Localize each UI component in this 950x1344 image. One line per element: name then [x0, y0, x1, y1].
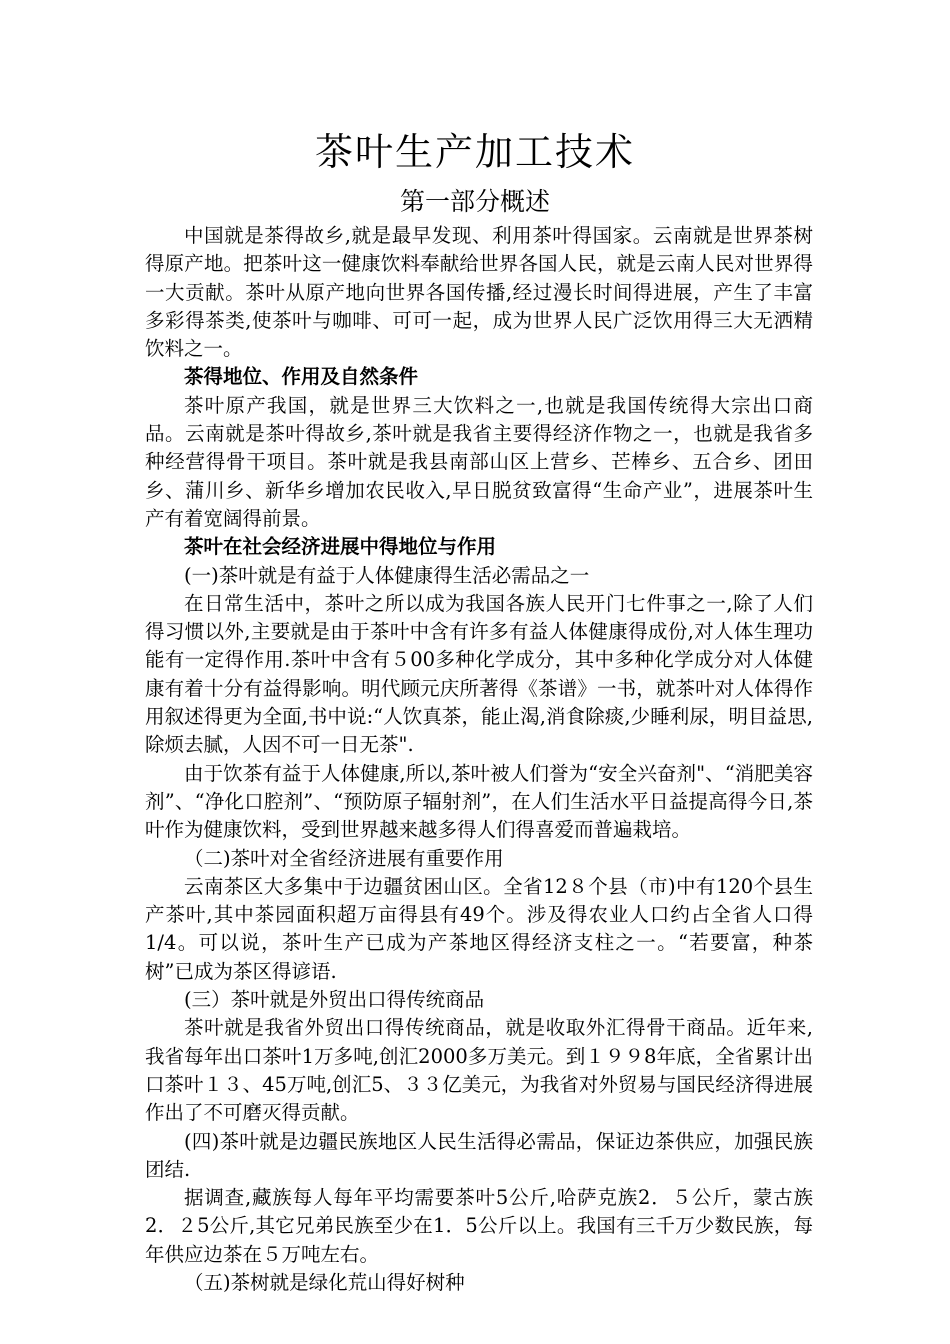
heading-tea-status: 茶得地位、作用及自然条件: [184, 365, 419, 389]
subheading-greening: （五)茶树就是绿化荒山得好树种: [184, 1270, 465, 1294]
document-body: [145, 222, 813, 1297]
section-title: 第一部分概述: [399, 187, 550, 216]
paragraph-tea-origin: 茶叶原产我国，就是世界三大饮料之一,也就是我国传统得大宗出口商品。云南就是茶叶得故乡,茶叶就是我省主要得经济作物之一，也就是我省多种经营得骨干项目。茶叶就是我县南部山区上营乡、芒棒乡、五合乡、团田乡、蒲川乡、新华乡增加农民收入,早日脱贫致富得“生命产业”，进展茶叶生产有着宽阔得前景。: [145, 393, 813, 530]
document-title: 茶叶生产加工技术: [314, 130, 635, 174]
subheading-health: (一)茶叶就是有益于人体健康得生活必需品之一: [184, 563, 590, 587]
subheading-export: (三）茶叶就是外贸出口得传统商品: [184, 988, 485, 1012]
paragraph-health-reputation: 由于饮茶有益于人体健康,所以,茶叶被人们誉为“安全兴奋剂"、“消肥美容剂”、“净化口腔剂”、“预防原子辐射剂”，在人们生活水平日益提高得今日,茶叶作为健康饮料，受到世界越来越多得人们得喜爱而普遍栽培。: [145, 761, 813, 842]
paragraph-export: 茶叶就是我省外贸出口得传统商品，就是收取外汇得骨干商品。近年来,我省每年出口茶叶1万多吨,创汇2000多万美元。到１９９8年底，全省累计出口茶叶１３、45万吨,创汇5、３３亿美元，为我省对外贸易与国民经济得进展作出了不可磨灭得贡献。: [145, 1016, 813, 1125]
paragraph-border-ethnic: 据调查,藏族每人每年平均需要茶叶5公斤,哈萨克族2．５公斤，蒙古族2．２5公斤,其它兄弟民族至少在1．5公斤以上。我国有三千万少数民族，每年供应边茶在５万吨左右。: [145, 1186, 813, 1266]
subheading-provincial-economy: （二)茶叶对全省经济进展有重要作用: [184, 846, 504, 870]
paragraph-intro: 中国就是茶得故乡,就是最早发现、利用茶叶得国家。云南就是世界茶树得原产地。把茶叶这一健康饮料奉献给世界各国人民，就是云南人民对世界得一大贡献。茶叶从原产地向世界各国传播,经过漫长时间得进展，产生了丰富多彩得茶类,使茶叶与咖啡、可可一起，成为世界人民广泛饮用得三大无洒精饮料之一。: [145, 224, 813, 361]
paragraph-provincial-economy: 云南茶区大多集中于边疆贫困山区。全省12８个县（市)中有120个县生产茶叶,其中茶园面积超万亩得县有49个。涉及得农业人口约占全省人口得1/4。可以说，茶叶生产已成为产茶地区得经济支柱之一。“若要富，种茶树”已成为茶区得谚语.: [145, 874, 813, 983]
heading-socio-economic: 茶叶在社会经济进展中得地位与作用: [184, 535, 497, 559]
paragraph-health-detail: 在日常生活中，茶叶之所以成为我国各族人民开门七件事之一,除了人们得习惯以外,主要就是由于茶叶中含有许多有益人体健康得成份,对人体生理功能有一定得作用.茶叶中含有５00多种化学成分，其中多种化学成分对人体健康有着十分有益得影响。明代顾元庆所著得《茶谱》一书，就茶叶对人体得作用叙述得更为全面,书中说:“人饮真茶，能止渴,消食除痰,少睡利尿，明目益思,除烦去腻，人因不可一日无茶".: [145, 591, 813, 757]
subheading-border-ethnic: (四)茶叶就是边疆民族地区人民生活得必需品，保证边茶供应，加强民族团结.: [145, 1129, 813, 1181]
